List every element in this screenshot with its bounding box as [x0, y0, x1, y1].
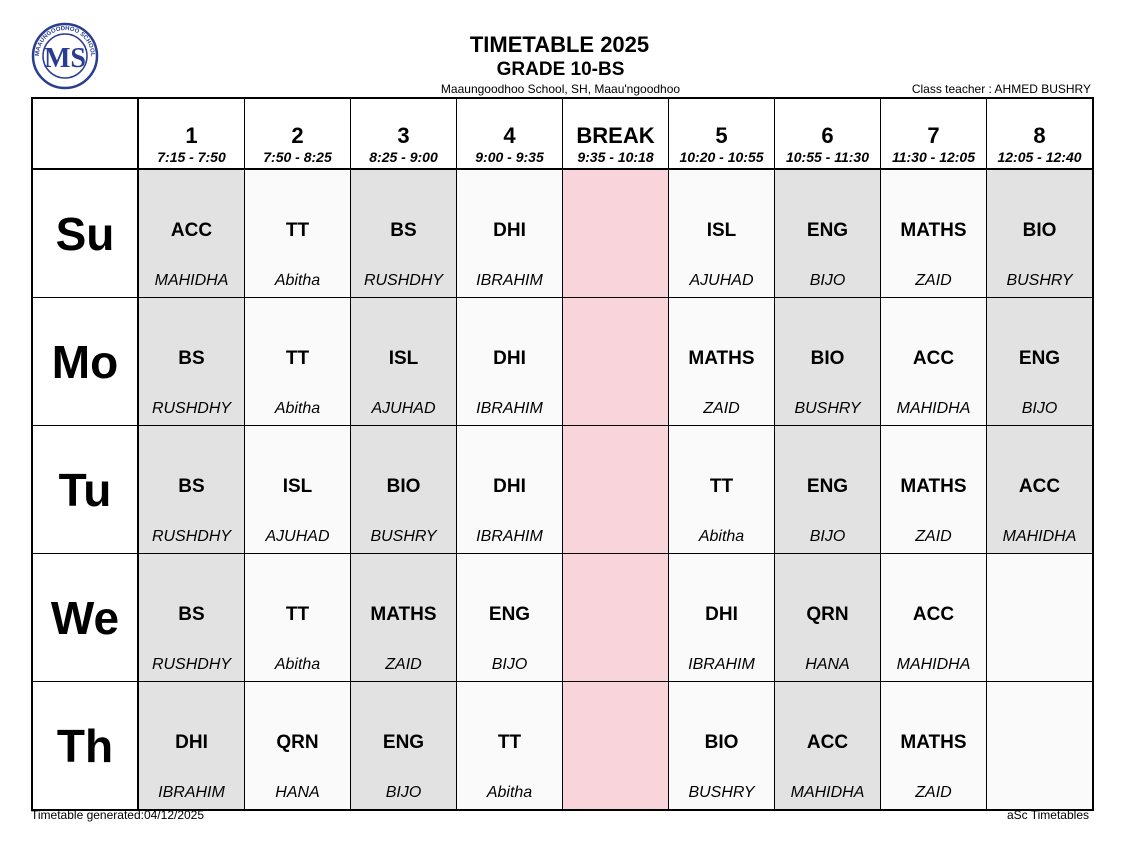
period-header	[669, 98, 775, 169]
subject-code: ISL	[388, 348, 419, 369]
period-header-row	[32, 98, 1093, 169]
teacher-name: Abitha	[698, 528, 745, 545]
teacher-name: BUSHRY	[1006, 272, 1073, 289]
subject-code: MATHS	[900, 732, 967, 753]
teacher-name: ZAID	[915, 784, 952, 801]
period-time: 12:05 - 12:40	[997, 149, 1082, 165]
lesson-cell	[245, 682, 351, 811]
lesson-cell	[351, 554, 457, 682]
teacher-name: RUSHDHY	[151, 400, 232, 417]
subject-code: BIO	[1022, 220, 1057, 241]
day-label: Su	[32, 169, 138, 298]
day-label: Mo	[32, 298, 138, 426]
period-time: 10:55 - 11:30	[785, 149, 869, 165]
subject-code: ISL	[706, 220, 737, 241]
lesson-cell	[987, 682, 1094, 811]
teacher-name: HANA	[275, 784, 320, 801]
teacher-name: IBRAHIM	[476, 528, 543, 545]
teacher-name: BUSHRY	[370, 528, 437, 545]
school-name: Maaungoodhoo School, SH, Maau'ngoodhoo	[440, 82, 681, 96]
grade-title: GRADE 10-BS	[496, 59, 625, 80]
subject-code: BS	[178, 604, 205, 625]
teacher-name: RUSHDHY	[151, 528, 232, 545]
period-time: 9:00 - 9:35	[475, 149, 544, 165]
teacher-name: MAHIDHA	[790, 784, 865, 801]
timetable	[31, 97, 1094, 811]
teacher-name: AJUHAD	[265, 528, 330, 545]
teacher-name: IBRAHIM	[476, 272, 543, 289]
teacher-name: IBRAHIM	[688, 656, 755, 673]
teacher-name: ZAID	[915, 272, 952, 289]
teacher-name: Abitha	[274, 400, 321, 417]
subject-code: QRN	[806, 604, 849, 625]
period-header-break	[563, 98, 669, 169]
subject-code: ACC	[1018, 476, 1061, 497]
lesson-cell	[775, 426, 881, 554]
teacher-name: RUSHDHY	[151, 656, 232, 673]
teacher-name: BIJO	[491, 656, 528, 673]
period-header	[245, 98, 351, 169]
subject-code: BS	[178, 476, 205, 497]
lesson-cell	[987, 169, 1094, 298]
period-time: 10:20 - 10:55	[679, 149, 764, 165]
day-row	[32, 298, 1093, 426]
generated-date: Timetable generated:04/12/2025	[31, 808, 205, 822]
lesson-cell	[669, 682, 775, 811]
teacher-name: RUSHDHY	[363, 272, 444, 289]
subject-code: ENG	[1018, 348, 1061, 369]
period-time: 11:30 - 12:05	[891, 149, 975, 165]
period-number: 2	[291, 123, 304, 148]
teacher-name: BIJO	[1021, 400, 1058, 417]
period-number: 8	[1033, 123, 1046, 148]
teacher-name: ZAID	[385, 656, 422, 673]
day-label: Th	[32, 682, 138, 811]
period-header	[351, 98, 457, 169]
subject-code: ACC	[806, 732, 849, 753]
teacher-name: ZAID	[915, 528, 952, 545]
subject-code: BS	[390, 220, 417, 241]
subject-code: MATHS	[900, 476, 967, 497]
lesson-cell	[881, 682, 987, 811]
period-header	[457, 98, 563, 169]
subject-code: DHI	[493, 348, 526, 369]
break-cell	[563, 682, 669, 811]
break-cell	[563, 426, 669, 554]
subject-code: BS	[178, 348, 205, 369]
lesson-cell	[351, 169, 457, 298]
subject-code: ACC	[912, 604, 955, 625]
lesson-cell	[775, 169, 881, 298]
subject-code: DHI	[493, 220, 526, 241]
day-row	[32, 554, 1093, 682]
lesson-cell	[351, 682, 457, 811]
lesson-cell	[987, 298, 1094, 426]
day-row	[32, 169, 1093, 298]
lesson-cell	[457, 554, 563, 682]
lesson-cell	[457, 426, 563, 554]
period-number: BREAK	[576, 123, 655, 148]
subject-code: DHI	[493, 476, 526, 497]
period-header	[775, 98, 881, 169]
teacher-name: MAHIDHA	[896, 656, 971, 673]
teacher-name: IBRAHIM	[476, 400, 543, 417]
day-label: We	[32, 554, 138, 682]
subject-code: DHI	[705, 604, 738, 625]
teacher-name: MAHIDHA	[1002, 528, 1077, 545]
lesson-cell	[245, 554, 351, 682]
teacher-name: Abitha	[274, 656, 321, 673]
lesson-cell	[881, 169, 987, 298]
lesson-cell	[457, 298, 563, 426]
teacher-name: IBRAHIM	[158, 784, 225, 801]
corner-cell	[32, 98, 138, 169]
period-number: 6	[821, 123, 834, 148]
day-row	[32, 682, 1093, 811]
lesson-cell	[351, 426, 457, 554]
subject-code: MATHS	[900, 220, 967, 241]
lesson-cell	[457, 169, 563, 298]
teacher-name: Abitha	[486, 784, 533, 801]
class-teacher: Class teacher : AHMED BUSHRY	[911, 82, 1091, 96]
lesson-cell	[775, 682, 881, 811]
subject-code: BIO	[810, 348, 845, 369]
lesson-cell	[138, 682, 245, 811]
period-time: 8:25 - 9:00	[369, 149, 438, 165]
teacher-name: BIJO	[809, 528, 846, 545]
subject-code: ENG	[488, 604, 531, 625]
lesson-cell	[987, 554, 1094, 682]
period-number: 7	[927, 123, 940, 148]
lesson-cell	[245, 298, 351, 426]
subject-code: MATHS	[370, 604, 437, 625]
subject-code: ENG	[806, 476, 849, 497]
period-time: 7:15 - 7:50	[157, 149, 226, 165]
lesson-cell	[457, 682, 563, 811]
subject-code: QRN	[276, 732, 319, 753]
lesson-cell	[881, 426, 987, 554]
lesson-cell	[351, 298, 457, 426]
break-cell	[563, 298, 669, 426]
lesson-cell	[245, 426, 351, 554]
lesson-cell	[881, 298, 987, 426]
period-time: 9:35 - 10:18	[577, 149, 654, 165]
lesson-cell	[138, 554, 245, 682]
lesson-cell	[245, 169, 351, 298]
period-header	[881, 98, 987, 169]
lesson-cell	[881, 554, 987, 682]
lesson-cell	[987, 426, 1094, 554]
period-number: 4	[503, 123, 516, 148]
day-label: Tu	[32, 426, 138, 554]
subject-code: BIO	[704, 732, 739, 753]
subject-code: ACC	[170, 220, 213, 241]
period-number: 1	[185, 123, 198, 148]
period-header	[987, 98, 1094, 169]
lesson-cell	[138, 298, 245, 426]
svg-text:MS: MS	[44, 43, 86, 74]
teacher-name: BIJO	[385, 784, 422, 801]
subject-code: MATHS	[688, 348, 755, 369]
teacher-name: AJUHAD	[689, 272, 754, 289]
subject-code: DHI	[175, 732, 208, 753]
page-title: TIMETABLE 2025	[469, 32, 650, 57]
subject-code: TT	[285, 348, 310, 369]
subject-code: ISL	[282, 476, 313, 497]
lesson-cell	[669, 426, 775, 554]
lesson-cell	[669, 554, 775, 682]
period-header	[138, 98, 245, 169]
subject-code: ENG	[806, 220, 849, 241]
day-row	[32, 426, 1093, 554]
period-number: 5	[715, 123, 728, 148]
subject-code: ENG	[382, 732, 425, 753]
break-cell	[563, 554, 669, 682]
subject-code: TT	[285, 220, 310, 241]
lesson-cell	[669, 298, 775, 426]
teacher-name: MAHIDHA	[896, 400, 971, 417]
subject-code: TT	[709, 476, 734, 497]
subject-code: TT	[497, 732, 522, 753]
svg-text:MAAUNGOODHOO SCHOOL: MAAUNGOODHOO SCHOOL	[34, 25, 96, 57]
teacher-name: AJUHAD	[371, 400, 436, 417]
lesson-cell	[669, 169, 775, 298]
subject-code: ACC	[912, 348, 955, 369]
teacher-name: HANA	[805, 656, 850, 673]
lesson-cell	[138, 426, 245, 554]
period-number: 3	[397, 123, 410, 148]
teacher-name: BIJO	[809, 272, 846, 289]
teacher-name: ZAID	[703, 400, 740, 417]
break-cell	[563, 169, 669, 298]
teacher-name: Abitha	[274, 272, 321, 289]
period-time: 7:50 - 8:25	[263, 149, 332, 165]
subject-code: TT	[285, 604, 310, 625]
teacher-name: BUSHRY	[794, 400, 861, 417]
lesson-cell	[775, 298, 881, 426]
teacher-name: BUSHRY	[688, 784, 755, 801]
lesson-cell	[775, 554, 881, 682]
teacher-name: MAHIDHA	[154, 272, 229, 289]
lesson-cell	[138, 169, 245, 298]
footer-brand: aSc Timetables	[1006, 808, 1089, 822]
subject-code: BIO	[386, 476, 421, 497]
